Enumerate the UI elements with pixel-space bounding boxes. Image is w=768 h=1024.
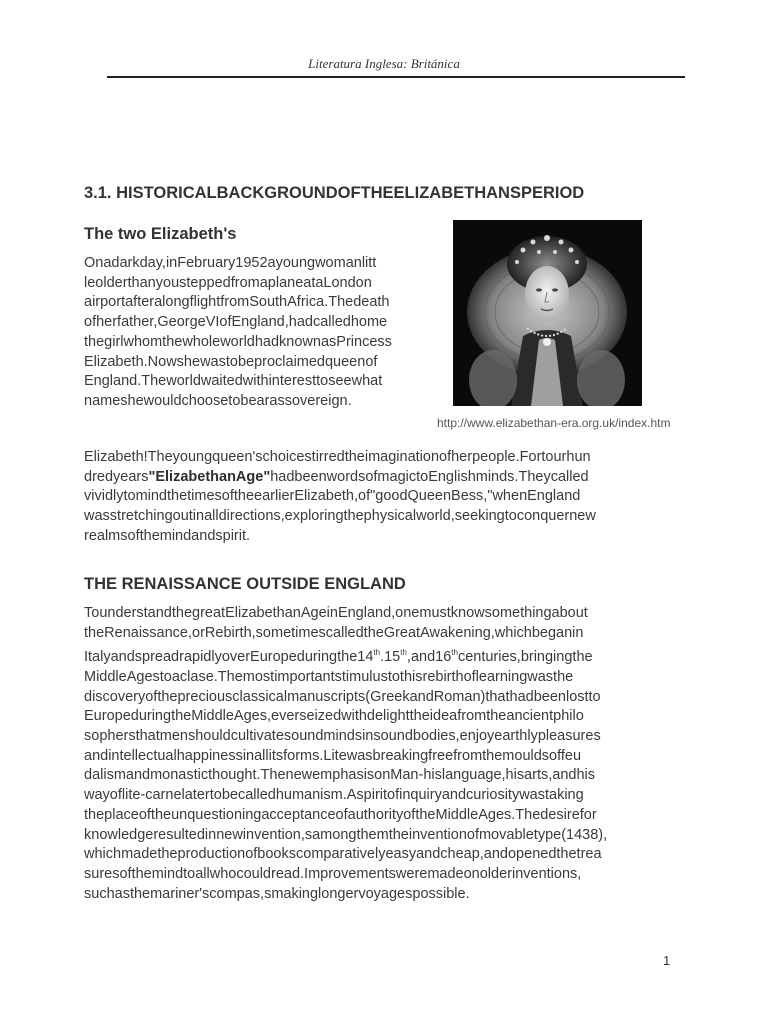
section-title: 3.1. HISTORICALBACKGROUNDOFTHEELIZABETHANSPERIOD — [84, 184, 585, 202]
paragraph-intro — [84, 254, 392, 412]
text-line: andintellectualhappinessinallitsforms.Litewasbreakingfreefromthemouldsoffeu — [84, 747, 582, 764]
running-header: Literatura Inglesa: Británica — [308, 56, 460, 71]
text-line: dalismandmonasticthought.ThenewemphasisonMan-hislanguage,hisarts,andhis — [84, 767, 596, 784]
image-caption: http://www.elizabethan-era.org.uk/index.htm — [437, 416, 671, 430]
subheading: The two Elizabeth's — [84, 225, 237, 243]
paragraph-elizabeth — [84, 448, 596, 547]
text-line: England.Theworldwaitedwithinteresttoseewhat — [84, 373, 383, 390]
text-line: vividlytomindthetimesoftheearlierElizabeth,of"goodQueenBess,"whenEngland — [84, 488, 581, 505]
text-line: wasstretchingoutinalldirections,exploringthephysicalworld,seekingtoconquernew — [84, 508, 596, 525]
portrait-image — [453, 220, 642, 406]
text-line: Elizabeth.Nowshewastobeproclaimedqueenof — [84, 353, 378, 370]
text-line: wayoflite-carnelatertobecalledhumanism.Aspiritofinquiryandcuriositywastaking — [84, 787, 584, 804]
text-line: ItalyandspreadrapidlyoverEuropeduringthe14th.15th,and16thcenturies,bringingthe — [84, 648, 593, 666]
text-line: TounderstandthegreatElizabethanAgeinEngland,onemustknowsomethingabout — [84, 605, 588, 621]
section-heading-renaissance: THE RENAISSANCE OUTSIDE ENGLAND — [84, 575, 406, 593]
text-line: dredyears"ElizabethanAge"hadbeenwordsofmagictoEnglishminds.Theycalled — [84, 468, 589, 485]
text-line: suchasthemariner'scompas,smakinglongervoyagespossible. — [84, 885, 470, 902]
text-line: whichmadetheproductionofbookscomparativelyeasyandcheap,andopenedthetrea — [84, 846, 602, 863]
text-line: leolderthanyousteppedfromaplaneataLondon — [84, 274, 372, 291]
header-rule — [107, 76, 685, 78]
text-line: thegirlwhomthewholeworldhadknownasPrincess — [84, 333, 392, 350]
text-line: EuropeduringtheMiddleAges,everseizedwithdelighttheideafromtheancientphilo — [84, 708, 584, 725]
text-line: sophersthatmenshouldcultivatesoundmindsinsoundbodies,enjoyearthlypleasures — [84, 728, 601, 745]
text-line: ofherfather,GeorgeVIofEngland,hadcalledhome — [84, 314, 388, 331]
text-line: Onadarkday,inFebruary1952ayoungwomanlitt — [84, 255, 377, 271]
text-line: realmsofthemindandspirit. — [84, 527, 251, 544]
text-line: discoveryofthepreciousclassicalmanuscripts(GreekandRoman)thathadbeenlostto — [84, 688, 601, 705]
text-line: airportafteralongflightfromSouthAfrica.Thedeath — [84, 294, 390, 311]
paragraph-renaissance — [84, 604, 607, 904]
text-line: theplaceoftheunquestioningacceptanceofauthorityoftheMiddleAges.Thedesirefor — [84, 806, 597, 823]
text-line: MiddleAgestoaclase.Themostimportantstimulustothisrebirthoflearningwasthe — [84, 668, 574, 685]
text-line: Elizabeth!Theyoungqueen'schoicestirredtheimaginationofherpeople.Fortourhun — [84, 449, 591, 465]
text-line: knowledgeresultedinnewinvention,samongthemtheinventionofmovabletype(1438), — [84, 826, 608, 843]
text-line: nameshewouldchoosetobearassovereign. — [84, 392, 352, 409]
bold-term: "ElizabethanAge" — [148, 468, 271, 485]
text-line: theRenaissance,orRebirth,sometimescalledtheGreatAwakening,whichbeganin — [84, 624, 584, 641]
page-number: 1 — [663, 953, 671, 968]
text-line: suresofthemindtoallwhocouldread.Improvementsweremadeonolderinventions, — [84, 865, 582, 882]
